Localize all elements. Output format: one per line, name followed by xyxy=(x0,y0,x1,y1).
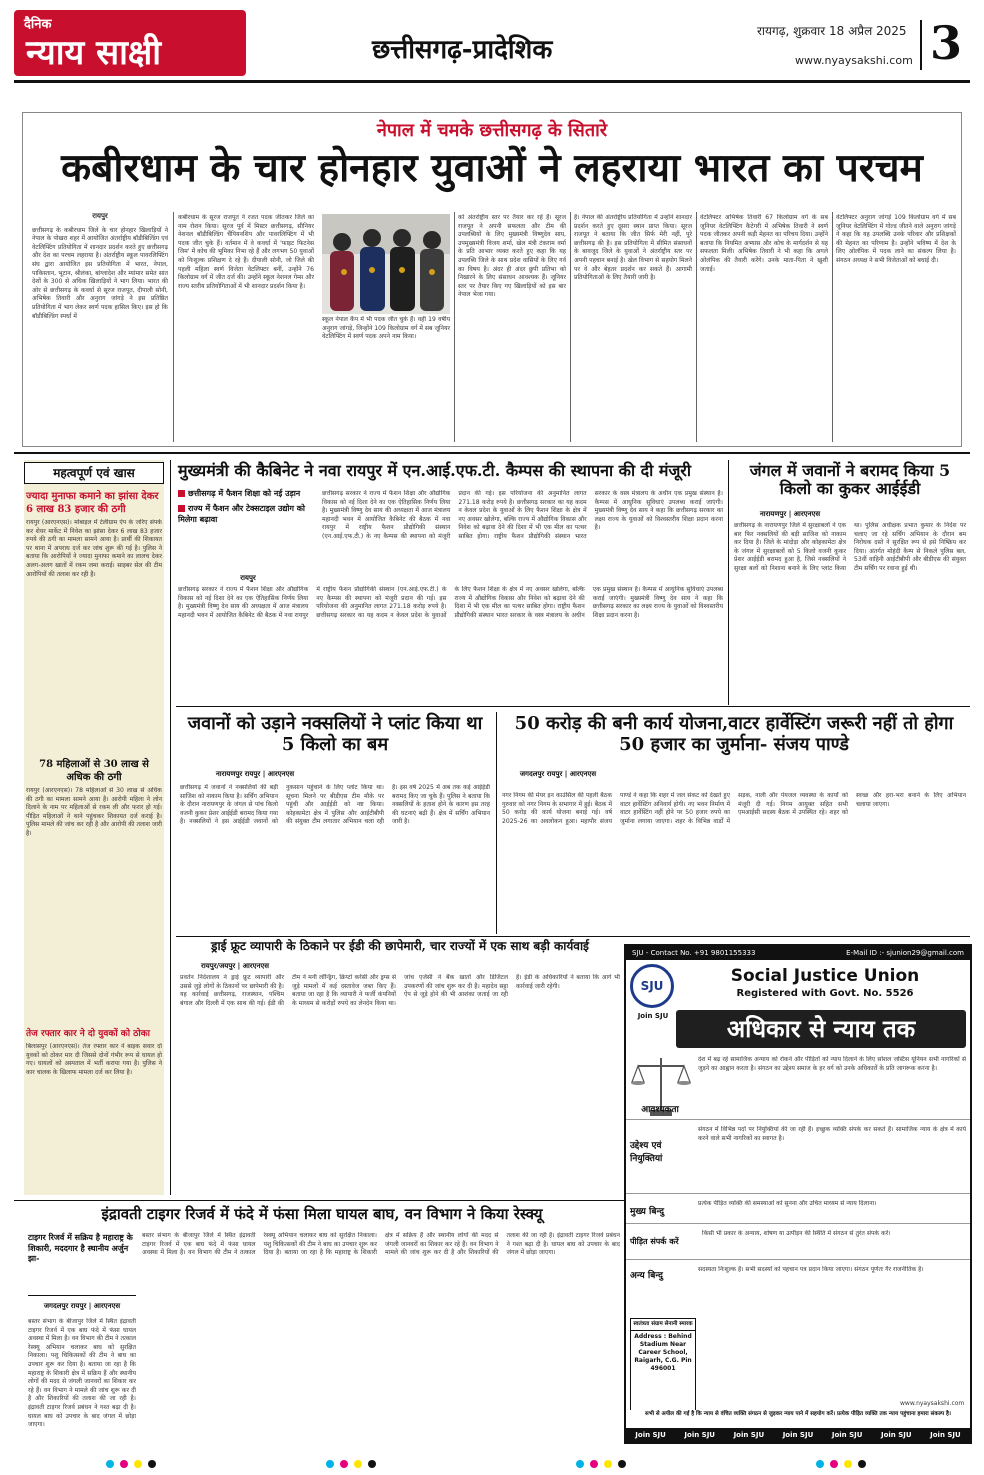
sju-email: E-Mail ID :- sjunion29@gmail.com xyxy=(846,949,964,957)
brand-small: दैनिक xyxy=(24,17,52,32)
tiger-body: बस्तर संभाग के बीजापुर जिले में स्थित इंद्रावती टाइगर रिजर्व में एक बाघ फंदे में फंसा घायल अवस्था में मिला है। वन विभाग की टीम ने तत्काल रेस्क्यू अभियान चलाकर बाघ को सुरक्षित निकाला। पशु चिकित्सकों की टीम ने बाघ का उपचार शुरू कर दिया है। बताया जा रहा है कि महाराष्ट्र के शिकारी क्षेत्र में सक्रिय हैं और स्थानीय लोगों की मदद से जंगली जानवरों का शिकार कर रहे हैं। वन विभाग ने मामले की जांच शुरू कर दी है और शिकारियों की तलाश की जा रही है। इंद्रावती टाइगर रिजर्व प्रबंधन ने गश्त बढ़ा दी है। घायल बाघ को उपचार के बाद जंगल में छोड़ा जाएगा। xyxy=(28,1318,136,1429)
sju-row-text: संगठन में विभिन्न पदों पर नियुक्तियां की जा रही हैं। इच्छुक व्यक्ति संपर्क कर सकते हैं। सामाजिक न्याय के क्षेत्र में कार्य करने वाले सभी नागरिकों का स्वागत है। xyxy=(698,1126,966,1142)
bullet-icon xyxy=(178,490,185,497)
top-story-col-4 xyxy=(574,214,692,442)
tiger-pull-quote-box xyxy=(28,1232,136,1296)
sju-address-title: स्वतंत्रता संग्राम सेनानी स्मारक xyxy=(631,1319,695,1331)
sju-row-label: मुख्य बिन्दु xyxy=(630,1207,665,1217)
col-divider xyxy=(570,212,571,442)
cabinet-bullet-text: राज्य में फैशन और टेक्सटाइल उद्योग को मिलेगा बढ़ावा xyxy=(178,504,305,524)
sju-row xyxy=(626,1196,970,1224)
sju-title-box xyxy=(690,966,960,1006)
cabinet-body-top: छत्तीसगढ़ सरकार ने राज्य में फैशन शिक्षा और औद्योगिक विकास को नई दिशा देने का एक ऐतिहासिक निर्णय लिया है। मुख्यमंत्री विष्णु देव साय की अध्यक्षता में आज मंत्रालय महानदी भवन में आयोजित कैबिनेट की बैठक में नवा रायपुर में राष्ट्रीय फैशन प्रौद्योगिकी संस्थान (एन.आई.एफ.टी.) के नए कैम्पस की स्थापना को मंजूरी प्रदान की गई। इस परियोजना की अनुमानित लागत 271.18 करोड़ रुपये है। छत्तीसगढ़ सरकार का यह कदम न केवल प्रदेश के युवाओं के लिए फैशन शिक्षा के क्षेत्र में नए अवसर खोलेगा, बल्कि राज्य में औद्योगिक विकास और निवेश को बढ़ावा देने की दिशा में भी एक मील का पत्थर साबित होगा। राष्ट्रीय फैशन प्रौद्योगिकी संस्थान भारत सरकार के वस्त्र मंत्रालय के अधीन एक प्रमुख संस्थान है। कैम्पस में आधुनिक सुविधाएं उपलब्ध कराई जाएंगी। मुख्यमंत्री विष्णु देव साय ने कहा कि छत्तीसगढ़ सरकार का लक्ष्य राज्य के युवाओं को विश्वस्तरीय शिक्षा प्रदान करना है। xyxy=(322,490,723,540)
water-dateline: जगदलपुर रायपुर | आरएनएस xyxy=(519,770,597,778)
water-headline: 50 करोड़ की बनी कार्य योजना,वाटर हार्वेस्टिंग जरूरी नहीं तो होगा 50 हजार का जुर्माना- संजय पाण्डे xyxy=(514,713,954,755)
brand-logo-box xyxy=(14,10,246,76)
sju-banner-text: अधिकार से न्याय तक xyxy=(726,1014,916,1043)
cabinet-headline: मुख्यमंत्री की कैबिनेट ने नवा रायपुर में एन.आई.एफ.टी. कैम्पस की स्थापना की दी मंजूरी xyxy=(178,461,692,480)
cabinet-bullets xyxy=(178,488,318,525)
tiger-body-cont: बस्तर संभाग के बीजापुर जिले में स्थित इंद्रावती टाइगर रिजर्व में एक बाघ फंदे में फंसा घायल अवस्था में मिला है। वन विभाग की टीम ने तत्काल रेस्क्यू अभियान चलाकर बाघ को सुरक्षित निकाला। पशु चिकित्सकों की टीम ने बाघ का उपचार शुरू कर दिया है। बताया जा रहा है कि महाराष्ट्र के शिकारी क्षेत्र में सक्रिय हैं और स्थानीय लोगों की मदद से जंगली जानवरों का शिकार कर रहे हैं। वन विभाग ने मामले की जांच शुरू कर दी है और शिकारियों की तलाश की जा रही है। इंद्रावती टाइगर रिजर्व प्रबंधन ने गश्त बढ़ा दी है। घायल बाघ को उपचार के बाद जंगल में छोड़ा जाएगा। xyxy=(142,1232,620,1257)
col-divider xyxy=(728,460,729,705)
top-story-col-2 xyxy=(178,214,314,442)
sju-row-text: देश में बढ़ रहे सामाजिक अन्याय को रोकने और पीड़ितों को न्याय दिलाने के लिए सोशल जस्टिस यूनियन सभी नागरिकों से जुड़ने का आह्वान करता है। संगठन का उद्देश्य समाज के हर वर्ग को उनके अधिकारों के प्रति जागरूक करना है। xyxy=(698,1056,966,1072)
top-story-headline: कबीरधाम के चार होनहार युवाओं ने लहराया भारत का परचम xyxy=(61,145,923,191)
col-divider xyxy=(173,212,174,442)
sidebar-item xyxy=(26,1028,162,1193)
sidebar-item xyxy=(26,758,162,1027)
top-story-col-6 xyxy=(836,214,956,442)
top-story-body-1: छत्तीसगढ़ के कबीरधाम जिले के चार होनहार खिलाड़ियों ने नेपाल के पोखरा शहर में आयोजित अंतर्राष्ट्रीय बॉडीबिल्डिंग एवं वेटलिफ्टिंग प्रतियोगिता में शानदार प्रदर्शन करते हुए छत्तीसगढ़ और देश का परचम लहराया है। अंतर्राष्ट्रीय स्कूल पावरलिफ्टिंग संघ द्वारा आयोजित इस प्रतियोगिता में भारत, नेपाल, पाकिस्तान, भूटान, श्रीलंका, बांग्लादेश और म्यांमार समेत सात देशों के 300 से अधिक खिलाड़ियों ने भाग लिया। भारत की ओर से छत्तीसगढ़ के कवर्धा से सूरज राजपूत, दीपाली सोनी, अभिषेक तिवारी और अनुराग जांगड़े ने इस प्रतिष्ठित प्रतियोगिता में भाग लेकर स्वर्ण पदक हासिल किए। इस हो कि बॉडीबिल्डिंग स्पर्धा में xyxy=(32,226,168,320)
top-story-body-4: है। नेपाल की अंतर्राष्ट्रीय प्रतियोगिता में उन्होंने शानदार प्रदर्शन करते हुए दूसरा स्थान प्राप्त किया। सूरज राजपूत ने बताया कि जीत सिर्फ मेरी नहीं, पूरे छत्तीसगढ़ की है। इस प्रतियोगिता में सीमित संसाधनों के बावजूद जिले के युवाओं ने अंतर्राष्ट्रीय स्तर पर अपनी पहचान बनाई है। खेल विभाग से सहयोग मिलने पर वे और बेहतर प्रदर्शन कर सकते हैं। आगामी प्रतियोगिताओं के लिए तैयारी जारी है। xyxy=(574,214,692,282)
sju-join-item: Join SJU xyxy=(733,1431,765,1439)
sidebar-item xyxy=(26,490,162,757)
sju-row-text: सदस्यता निःशुल्क है। सभी सदस्यों को पहचान पत्र प्रदान किया जाएगा। संगठन पूर्णतः गैर राजनीतिक है। xyxy=(698,1266,924,1273)
sju-join-item: Join SJU xyxy=(635,1431,666,1439)
sju-website: www.nyaysakshi.com xyxy=(900,1400,965,1407)
top-story-col-5 xyxy=(700,214,828,442)
sju-join-item: Join SJU xyxy=(880,1431,912,1439)
website: www.nyaysakshi.com xyxy=(795,54,913,67)
section-title: छत्तीसगढ़-प्रादेशिक xyxy=(372,35,553,65)
sju-address-box xyxy=(630,1318,696,1414)
athletes-photo-icon xyxy=(322,214,450,314)
sju-contact: SJU - Contact No. +91 9801155333 xyxy=(632,949,756,957)
ied-dateline: नारायणपुर | आरएनएस xyxy=(759,510,821,518)
sju-subtitle: Registered with Govt. No. 5526 xyxy=(736,988,914,999)
sju-banner xyxy=(676,1010,966,1048)
sju-row xyxy=(626,1226,970,1260)
sju-footer-text: सभी से अपील की गई है कि न्याय से वंचित व्यक्ति संगठन से जुड़कर न्याय पाने में सहयोग करें। प्रत्येक पीड़ित व्यक्ति तक न्याय पहुंचाना हमारा संकल्प है। xyxy=(645,1411,951,1417)
sju-join-label: Join SJU xyxy=(637,1012,669,1020)
sidebar-item-body: बिलासपुर (आरएनएस)। तेज रफ्तार कार ने बाइक सवार दो युवकों को ठोकर मार दी जिससे दोनों गंभीर रूप से घायल हो गए। घायलों को अस्पताल में भर्ती कराया गया है। पुलिस ने कार चालक के खिलाफ मामला दर्ज कर लिया है। xyxy=(26,1043,162,1076)
sju-footer-box xyxy=(626,1410,970,1428)
section-rule xyxy=(176,936,970,937)
col-divider xyxy=(496,712,497,934)
color-dots-icon xyxy=(0,1457,984,1471)
cabinet-bullet-text: छत्तीसगढ़ में फैशन शिक्षा को नई उड़ान xyxy=(188,489,301,498)
cabinet-bullet xyxy=(178,503,318,525)
ed-dateline: रायपुर/जयपुर | आरएनएस xyxy=(200,962,270,970)
sju-join-item: Join SJU xyxy=(782,1431,814,1439)
sju-row-label: उद्देश्य एवं नियुक्तियां xyxy=(630,1141,663,1164)
ied-headline: जंगल में जवानों ने बरामद किया 5 किलो का कुकर आईईडी xyxy=(749,461,951,499)
top-story-body-2: कबीरधाम के सूरज राजपूत ने रजत पदक जीतकर जिले का नाम रोशन किया। सूरज पूर्व में मिस्टर छत्तीसगढ़, सीनियर नेशनल बॉडीबिल्डिंग चैंपियनशिप और पावरलिफ्टिंग में भी पदक जीत चुके हैं। वर्तमान में वे कवर्धा में 'फाइट फिटनेस जिम' में कोच की भूमिका निभा रहे हैं और लगभग 50 युवाओं को निःशुल्क प्रशिक्षण दे रहे हैं। दीपाली सोनी, जो जिले की पहली महिला स्वर्ण विजेता वेटलिफ्टर बनीं, उन्होंने 76 किलोग्राम वर्ग में जीत दर्ज की। उन्होंने स्कूल नेशनल गेम्स और राज्य स्तरीय प्रतियोगिताओं में भी शानदार प्रदर्शन किया है। xyxy=(178,214,314,290)
sju-join-item: Join SJU xyxy=(684,1431,715,1439)
sju-title: Social Justice Union xyxy=(730,966,920,986)
sidebar-title: महत्वपूर्ण एवं खास xyxy=(24,462,164,484)
sju-address: Address : Behind Stadium Near Career School, Raigarh, C.G. Pin 496001 xyxy=(634,1333,692,1372)
top-story-body-6: वेटलिफ्टर अनुराग जांगड़े 109 किलोग्राम वर्ग में सब जूनियर वेटलिफ्टिंग में गोल्ड जीतने वाले अनुराग जांगड़े ने कहा कि यह उपलब्धि उनके परिवार और प्रशिक्षकों की मेहनत का परिणाम है। उन्होंने भविष्य में देश के लिए ओलंपिक में पदक लाने का संकल्प लिया है। संगठन अध्यक्ष ने सभी विजेताओं को बधाई दी। xyxy=(836,214,956,264)
top-story-kicker: नेपाल में चमके छत्तीसगढ़ के सितारे xyxy=(376,120,608,141)
top-story-photo-caption: स्कूल नेपाल कैंप में भी पदक जीत चुके हैं। वहीं 19 वर्षीय अनुराग जांगड़े, जिन्होंने 109 किलोग्राम वर्ग में सब जूनियर वेटलिफ्टिंग में स्वर्ण पदक अपने नाम किया। xyxy=(322,316,450,341)
tiger-dateline: जगदलपुर रायपुर | आरएनएस xyxy=(43,1302,121,1310)
page-number-rule xyxy=(920,20,922,70)
masthead xyxy=(0,0,984,80)
bomb-dateline: नारायणपुर रायपुर | आरएनएस xyxy=(215,770,295,778)
sju-join-strip xyxy=(626,1428,970,1442)
sidebar-item-headline: ज्यादा मुनाफा कमाने का झांसा देकर 6 लाख 83 हजार की ठगी xyxy=(26,491,159,515)
sju-row xyxy=(626,1052,970,1120)
bomb-headline: जवानों को उड़ाने नक्सलियों ने प्लांट किया था 5 किलो का बम xyxy=(187,713,483,755)
tiger-pull-quote: टाइगर रिजर्व में सक्रिय है महाराष्ट्र के शिकारी, मददगार है स्थानीय अर्जुन झा- xyxy=(28,1232,133,1263)
top-story-col-1 xyxy=(32,210,168,442)
sju-row-text: किसी भी प्रकार के अन्याय, शोषण या उत्पीड़न की स्थिति में संगठन से तुरंत संपर्क करें। xyxy=(702,1230,891,1237)
col-divider xyxy=(454,212,455,442)
sju-row-label: पीड़ित संपर्क करें xyxy=(630,1237,679,1246)
sidebar-item-headline: तेज रफ्तार कार ने दो युवकों को ठोका xyxy=(26,1029,150,1039)
sju-logo xyxy=(630,964,674,1008)
print-registration-marks xyxy=(0,1456,984,1470)
col-divider xyxy=(170,460,171,1195)
cabinet-body: छत्तीसगढ़ सरकार ने राज्य में फैशन शिक्षा और औद्योगिक विकास को नई दिशा देने का एक ऐतिहासिक निर्णय लिया है। मुख्यमंत्री विष्णु देव साय की अध्यक्षता में आज मंत्रालय महानदी भवन में आयोजित कैबिनेट की बैठक में नवा रायपुर में राष्ट्रीय फैशन प्रौद्योगिकी संस्थान (एन.आई.एफ.टी.) के नए कैम्पस की स्थापना को मंजूरी प्रदान की गई। इस परियोजना की अनुमानित लागत 271.18 करोड़ रुपये है। छत्तीसगढ़ सरकार का यह कदम न केवल प्रदेश के युवाओं के लिए फैशन शिक्षा के क्षेत्र में नए अवसर खोलेगा, बल्कि राज्य में औद्योगिक विकास और निवेश को बढ़ावा देने की दिशा में भी एक मील का पत्थर साबित होगा। राष्ट्रीय फैशन प्रौद्योगिकी संस्थान भारत सरकार के वस्त्र मंत्रालय के अधीन एक प्रमुख संस्थान है। कैम्पस में आधुनिक सुविधाएं उपलब्ध कराई जाएंगी। मुख्यमंत्री विष्णु देव साय ने कहा कि छत्तीसगढ़ सरकार का लक्ष्य राज्य के युवाओं को विश्वस्तरीय शिक्षा प्रदान करना है। xyxy=(178,586,723,619)
section-rule xyxy=(14,1200,624,1201)
sju-row xyxy=(626,1262,970,1296)
ied-body: छत्तीसगढ़ के नारायणपुर जिले में सुरक्षाबलों ने एक बार फिर नक्सलियों की बड़ी साजिश को नाकाम कर दिया है। जिले के मांदोड़ा और कोहकामेटा क्षेत्र के जंगल में सुरक्षाबलों को 5 किलो वजनी कुकर प्रेशर आईईडी बरामद हुआ है, जिसे नक्सलियों ने सुरक्षा बलों को निशाना बनाने के लिए प्लांट किया था। पुलिस अधीक्षक प्रभात कुमार के निर्देश पर चलाए जा रहे सर्चिंग अभियान के दौरान बम निरोधक दस्ते ने सुरक्षित रूप से इसे निष्क्रिय कर दिया। अंतर्गत मोहंदी कैम्प से निकले पुलिस बल, 53वीं वाहिनी आईटीबीपी और बीडीएस की संयुक्त टीम सर्चिंग पर रवाना हुई थी। xyxy=(734,522,966,572)
top-story-body-5: वेटलिफ्टर अभिषेक तिवारी 67 किलोग्राम वर्ग के सब जूनियर वेटलिफ्टिंग कैटेगरी में अभिषेक तिवारी ने स्वर्ण पदक जीतकर अपनी कड़ी मेहनत का परिचय दिया। उन्होंने बताया कि नियमित अभ्यास और कोच के मार्गदर्शन से यह सफलता मिली। अभिषेक तिवारी ने भी कहा कि अगले ओलंपिक की तैयारी करेंगे। उनके माता-पिता ने खुशी जताई। xyxy=(700,214,828,273)
bullet-icon xyxy=(178,505,185,512)
water-body: नगर निगम की मेयर इन काउंसिल की पहली बैठक गुरुवार को नगर निगम के सभागार में हुई। बैठक में 50 करोड़ की कार्य योजना बनाई गई। वर्ष 2025-26 का अवलोकन हुआ। महापौर संजय पाण्डे ने कहा कि शहर में जल संकट को देखते हुए वाटर हार्वेस्टिंग अनिवार्य होगी। नए भवन निर्माण में वाटर हार्वेस्टिंग नहीं होने पर 50 हजार रुपये का जुर्माना लगाया जाएगा। शहर के विभिन्न वार्डों में सड़क, नाली और पेयजल व्यवस्था के कार्यों को मंजूरी दी गई। निगम आयुक्त सहित सभी एमआईसी सदस्य बैठक में उपस्थित रहे। शहर को स्वच्छ और हरा-भरा बनाने के लिए अभियान चलाया जाएगा। xyxy=(502,792,966,825)
sju-logo-text: SJU xyxy=(640,979,664,993)
dateline: रायगढ़, शुक्रवार 18 अप्रैल 2025 xyxy=(757,24,907,38)
masthead-rule xyxy=(14,80,970,83)
cabinet-bullet xyxy=(178,488,318,499)
col-divider xyxy=(832,212,833,442)
sju-row xyxy=(626,1122,970,1194)
top-story-dateline: रायपुर xyxy=(92,212,108,220)
tiger-headline: इंद्रावती टाइगर रिजर्व में फंदे में फंसा मिला घायल बाघ, वन विभाग ने किया रेस्क्यू xyxy=(101,1205,543,1223)
sidebar-item-body: रायपुर (आरएनएस)। 78 महिलाओं से 30 लाख से अधिक की ठगी का मामला सामने आया है। आरोपी महिला ने लोन दिलाने के नाम पर महिलाओं से रकम ली और फरार हो गई। पीड़ित महिलाओं ने थाने पहुंचकर शिकायत दर्ज कराई है। पुलिस मामले की जांच कर रही है और आरोपी की तलाश जारी है। xyxy=(26,787,162,837)
ed-body: प्रवर्तन निदेशालय ने ड्राई फ्रूट व्यापारी और उससे जुड़े लोगों के ठिकानों पर छापेमारी की है। यह कार्रवाई छत्तीसगढ़, राजस्थान, पश्चिम बंगाल और दिल्ली में एक साथ की गई। ईडी की टीम ने मनी लॉन्ड्रिंग, क्रिप्टो करेंसी और ड्रग्स से जुड़े मामलों में कई दस्तावेज जब्त किए हैं। बताया जा रहा है कि व्यापारी ने फर्जी कंपनियों के माध्यम से करोड़ों रुपये का लेनदेन किया था। जांच एजेंसी ने बैंक खातों और डिजिटल उपकरणों की जांच शुरू कर दी है। महादेव सट्टा ऐप से जुड़े होने की भी आशंका जताई जा रही है। ईडी के अधिकारियों ने बताया कि आगे भी कार्रवाई जारी रहेगी। xyxy=(180,974,620,1007)
sju-row-text: प्रत्येक पीड़ित व्यक्ति की समस्याओं को सुनना और उचित माध्यम से न्याय दिलाना। xyxy=(698,1200,877,1207)
ed-headline: ड्राई फ्रूट व्यापारी के ठिकाने पर ईडी की छापेमारी, चार राज्यों में एक साथ बड़ी कार्यवाई xyxy=(211,939,589,953)
top-story-col-3 xyxy=(458,214,566,442)
sju-row-label: आवश्यकता xyxy=(641,1105,679,1115)
cabinet-dateline: रायपुर xyxy=(240,574,256,582)
top-story-body-3: को अंतर्राष्ट्रीय स्तर पर तैयार कर रहे हैं। सूरज राजपूत ने अपनी सफलता और टीम की उपलब्धियों के लिए मुख्यमंत्री विष्णुदेव साय, उपमुख्यमंत्री विजय शर्मा, खेल मंत्री टंकराम वर्मा के प्रति आभार व्यक्त करते हुए कहा कि यह उपलब्धि जिले के साथ प्रदेश वासियों के लिए गर्व का विषय है। अंदर ही अंदर छुपी प्रतिभा को निखारने के लिए संसाधन आवश्यक हैं। जूनियर स्तर पर तैयार किए गए खिलाड़ियों को इस बार नेपाल भेजा गया। xyxy=(458,214,566,299)
sju-row-label: अन्य बिन्दु xyxy=(630,1271,663,1281)
section-rule xyxy=(176,706,970,707)
bomb-body: छत्तीसगढ़ में जवानों ने नक्सलियों की बड़ी साजिश को नाकाम किया है। सर्चिंग अभियान के दौरान नारायणपुर के जंगल से पांच किलो वजनी कुकर प्रेशर आईईडी बरामद किया गया है। नक्सलियों ने इस आईईडी जवानों को नुकसान पहुंचाने के लिए प्लांट किया था। सूचना मिलने पर बीडीएस टीम मौके पर पहुंची और आईईडी को नष्ट किया। कोहकामेटा क्षेत्र में पुलिस और आईटीबीपी की संयुक्त टीम लगातार अभियान चला रही है। इस वर्ष 2025 में अब तक कई आईईडी बरामद किए जा चुके हैं। पुलिस ने बताया कि नक्सलियों के हताश होने के कारण इस तरह की घटनाएं बढ़ी हैं। क्षेत्र में सर्चिंग अभियान जारी है। xyxy=(180,784,490,826)
section-rule xyxy=(14,452,970,454)
sidebar-item-body: रायपुर (आरएनएस)। मोबाइल में टेलीग्राम ऐप के जरिए संपर्क कर शेयर मार्केट में निवेश का झांसा देकर 6 लाख 83 हजार रुपये की ठगी का मामला सामने आया है। प्रार्थी की शिकायत पर थाना में अपराध दर्ज कर जांच शुरू की गई है। पुलिस ने बताया कि आरोपियों ने ज्यादा मुनाफा कमाने का लालच देकर अलग-अलग खातों में रकम जमा कराई। साइबर सेल की टीम आरोपियों की तलाश कर रही है। xyxy=(26,519,162,578)
sidebar-item-headline: 78 महिलाओं से 30 लाख से अधिक की ठगी xyxy=(39,759,149,783)
top-story-photo xyxy=(322,214,450,314)
sju-join-item: Join SJU xyxy=(831,1431,863,1439)
sju-ad-topbar xyxy=(626,946,970,960)
brand-main: न्याय साक्षी xyxy=(26,33,162,73)
page-number: 3 xyxy=(930,16,963,70)
sju-join-item: Join SJU xyxy=(930,1431,961,1439)
col-divider xyxy=(696,212,697,442)
